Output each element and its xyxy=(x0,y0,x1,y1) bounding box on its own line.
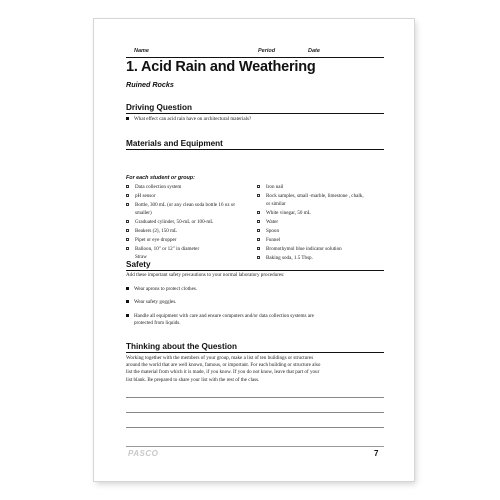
list-item: Data collection system xyxy=(126,184,181,191)
bullet-icon xyxy=(126,300,129,303)
page-number: 7 xyxy=(374,449,379,458)
paragraph-line: Working together with the members of your group, make a list of ten buildings or structures xyxy=(126,355,314,361)
list-item: White vinegar, 50 mL xyxy=(257,210,311,217)
list-item: Water xyxy=(257,219,278,226)
checkbox-icon xyxy=(126,247,129,250)
checkbox-icon xyxy=(126,203,129,206)
page-subtitle: Ruined Rocks xyxy=(126,80,174,89)
worksheet-page xyxy=(94,19,414,481)
paragraph-line: around the world that are well known, famous, or important. For each building or structure also xyxy=(126,362,321,369)
checkbox-icon xyxy=(257,238,260,241)
safety-heading: Safety xyxy=(126,260,384,271)
checkbox-icon xyxy=(257,185,260,188)
date-label: Date xyxy=(308,48,320,54)
list-item: Bromothymol blue indicator solution xyxy=(257,246,342,253)
thinking-paragraph xyxy=(126,355,320,384)
checkbox-icon xyxy=(126,238,129,241)
list-item: Graduated cylinder, 50-mL or 100-mL xyxy=(126,219,213,226)
list-item: Iron nail xyxy=(257,184,283,191)
checkbox-icon xyxy=(257,256,260,259)
list-item-continued: or similar xyxy=(266,201,286,207)
safety-intro: Add these important safety precautions to your normal laboratory procedures: xyxy=(126,272,285,278)
list-item: Spoon xyxy=(257,228,279,235)
driving-question-text: What effect can acid rain have on architectural materials? xyxy=(134,116,252,122)
driving-question-item xyxy=(126,116,251,123)
checkbox-icon xyxy=(257,220,260,223)
thinking-heading: Thinking about the Question xyxy=(126,342,384,353)
answer-line[interactable] xyxy=(126,397,384,398)
checkbox-icon xyxy=(126,220,129,223)
driving-question-heading: Driving Question xyxy=(126,103,384,114)
checkbox-icon xyxy=(126,194,129,197)
checkbox-icon xyxy=(257,194,260,197)
list-item: Funnel xyxy=(257,237,280,244)
materials-heading: Materials and Equipment xyxy=(126,139,384,150)
list-item: Pipet or eye dropper xyxy=(126,237,176,244)
paragraph-line: list the material from which it is made, if you know. If you do not know, leave that part of your xyxy=(126,369,320,376)
list-item-continued: Straw xyxy=(135,254,147,260)
list-item: Balloon, 10" or 12" in diameter xyxy=(126,246,199,253)
header-row xyxy=(126,47,384,58)
safety-item: Wear aprons to protect clothes. xyxy=(126,286,197,293)
safety-item: Wear safety goggles. xyxy=(126,299,176,306)
list-item-continued: smaller) xyxy=(135,210,152,216)
checkbox-icon xyxy=(126,185,129,188)
list-item: Rock samples, small -marble, limestone , chalk, xyxy=(257,193,364,200)
period-label: Period xyxy=(258,48,276,54)
bullet-icon xyxy=(126,287,129,290)
paragraph-line: list blank. Be prepared to share your list with the rest of the class. xyxy=(126,376,260,383)
safety-item: Handle all equipment with care and ensure computers and/or data collection systems are xyxy=(126,313,314,320)
checkbox-icon xyxy=(257,247,260,250)
checkbox-icon xyxy=(257,229,260,232)
pasco-logo: PASCO xyxy=(128,449,159,458)
answer-line[interactable] xyxy=(126,412,384,413)
page-title: 1. Acid Rain and Weathering xyxy=(126,59,316,75)
name-label: Name xyxy=(134,48,149,54)
checkbox-icon xyxy=(257,211,260,214)
list-item: Bottle, 300 mL (or any clean soda bottle 16 oz or xyxy=(126,202,235,209)
checkbox-icon xyxy=(126,229,129,232)
list-item: Baking soda, 1.5 Tbsp. xyxy=(257,255,313,262)
bullet-icon xyxy=(126,117,129,120)
materials-sub-label: For each student or group: xyxy=(126,175,195,181)
footer-rule xyxy=(126,446,384,447)
list-item: Beakers (2), 150 mL xyxy=(126,228,177,235)
answer-line[interactable] xyxy=(126,427,384,428)
safety-item-continued: protected from liquids. xyxy=(134,320,181,326)
list-item: pH sensor xyxy=(126,193,156,200)
bullet-icon xyxy=(126,314,129,317)
